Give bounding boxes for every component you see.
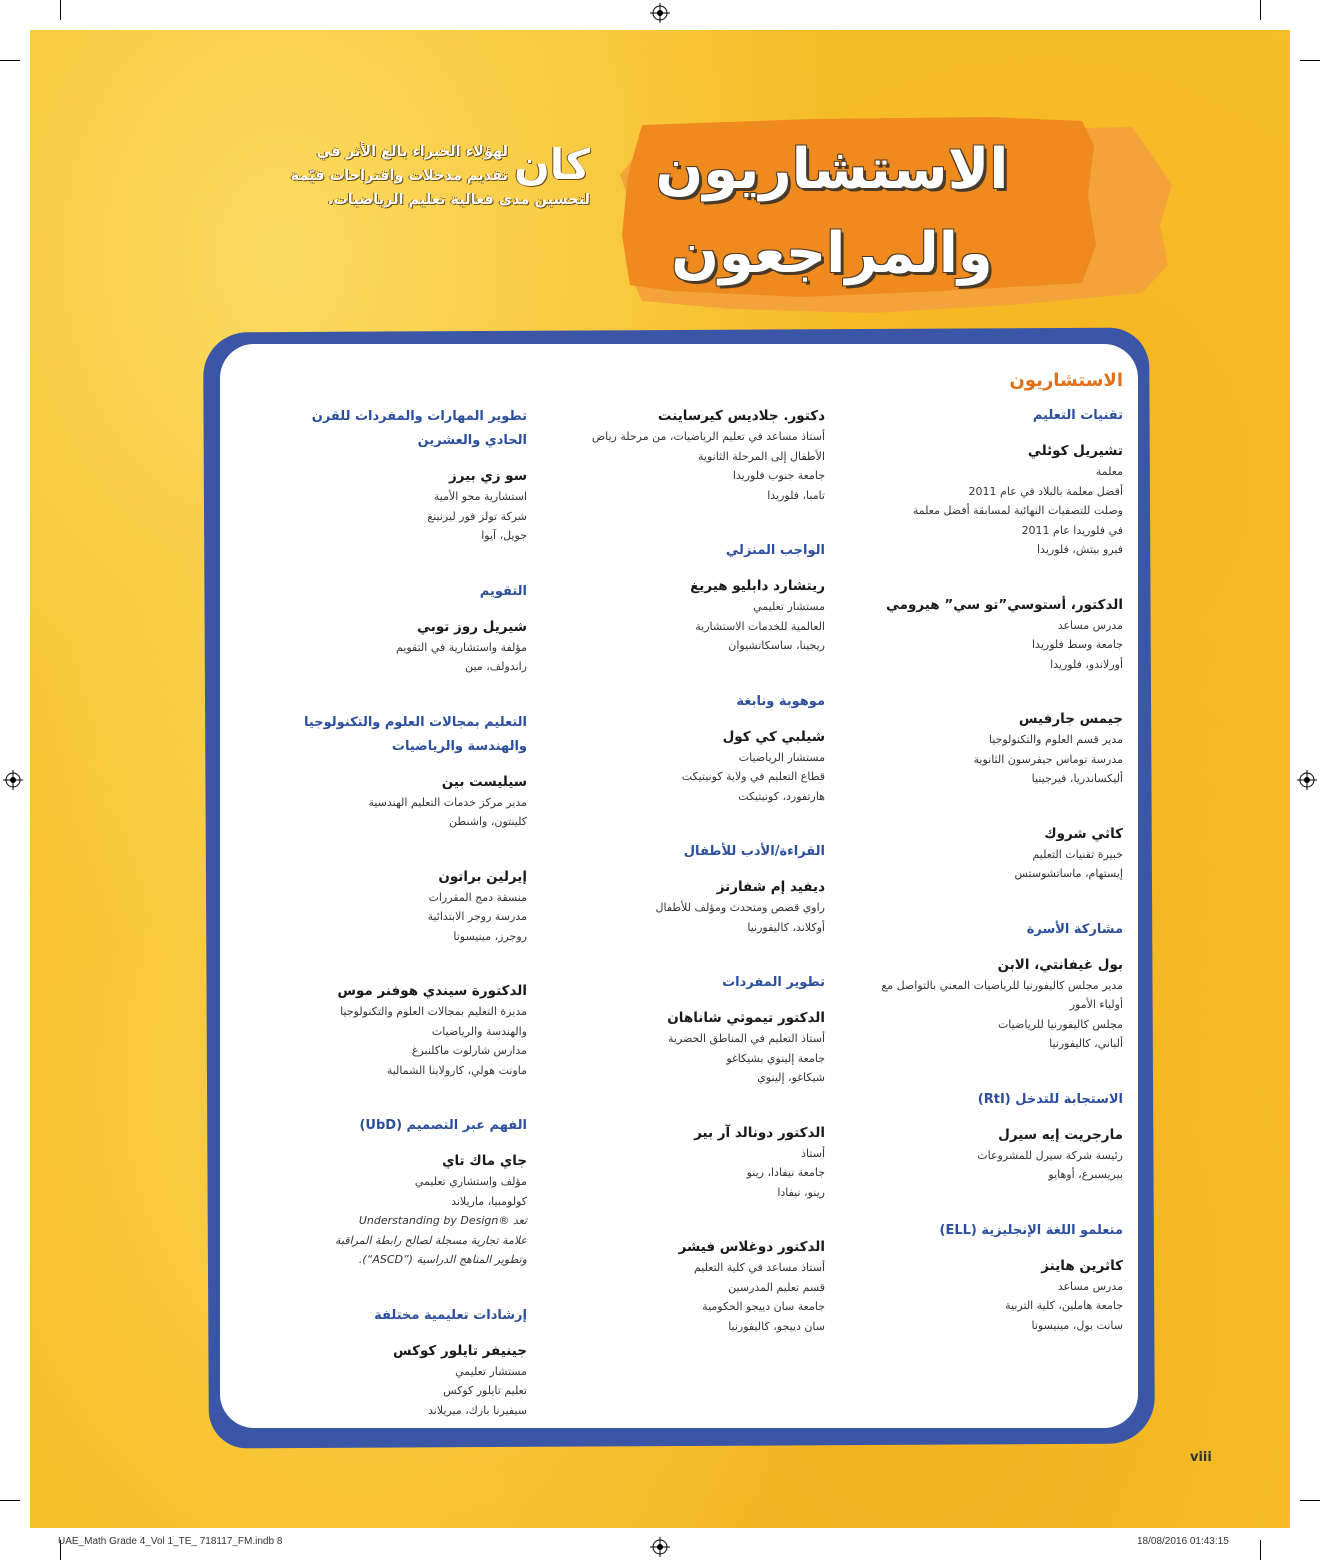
contributor-name: شيلبي كي كول	[722, 728, 825, 745]
contributor-entry	[565, 1122, 825, 1203]
section-heading: الاستشاريون	[1009, 370, 1123, 391]
contributor-detail: معلمة	[1095, 465, 1123, 478]
crop-mark	[1300, 60, 1320, 61]
registration-mark-icon	[1297, 770, 1317, 790]
contributor-detail: جامعة جنوب فلوريدا	[732, 469, 825, 482]
trademark-note: تعد ®Understanding by Design	[358, 1214, 527, 1227]
contributor-entry	[565, 575, 825, 656]
contributor-detail: مدرس مساعد	[1057, 1279, 1123, 1293]
contributor-detail: سيفيرنا بارك، ميريلاند	[428, 1403, 527, 1417]
column-middle	[565, 405, 825, 1370]
category-heading: الفهم عبر التصميم (UbD)	[359, 1118, 527, 1133]
contributor-name: كاثرين هاينز	[1041, 1257, 1123, 1274]
contributor-name: تشيريل كوئلي	[1027, 443, 1123, 459]
crop-mark	[0, 60, 20, 61]
contributor-detail: راوي قصص ومتحدث ومؤلف للأطفال	[655, 901, 825, 914]
contributor-name: الدكتورة سيندي هوفنر موس	[337, 983, 527, 999]
contributor-detail: قسم تعليم المدرسين	[728, 1280, 825, 1294]
contributor-name: ريتشارد دابليو هيريغ	[690, 578, 825, 594]
contributor-detail: رئيسة شركة سيرل للمشروعات	[977, 1148, 1123, 1162]
contributor-detail: مدير مجلس كاليفورنيا للرياضيات المعني بالتواصل مع	[881, 978, 1123, 992]
contributor-detail: مستشار تعليمي	[455, 1364, 527, 1378]
contributor-detail: وصلت للتصفيات النهائية لمسابقة أفضل معلمة	[912, 504, 1123, 517]
title-line-1: الاستشاريون	[655, 137, 1009, 202]
contributor-detail: هارتفورد، كونيتيكت	[738, 789, 825, 803]
contributor-detail: كولومبيا، ماريلاند	[451, 1194, 527, 1208]
contributor-entry	[565, 726, 825, 807]
registration-mark-icon	[3, 770, 23, 790]
contributor-detail: ريجينا، ساسكاتشيوان	[728, 639, 825, 652]
contributor-entry	[853, 1255, 1123, 1336]
contributor-detail: مدرسة توماس جيفرسون الثانوية	[973, 752, 1123, 766]
contributor-entry	[292, 771, 527, 832]
contributor-detail: مدرس مساعد	[1057, 618, 1123, 632]
contributor-detail: مدير قسم العلوم والتكنولوجيا	[988, 733, 1123, 746]
contributor-name: شيريل روز توبي	[417, 618, 527, 635]
crop-mark	[0, 1500, 20, 1501]
contributor-detail: في فلوريدا عام 2011	[1021, 523, 1123, 537]
contributor-entry	[292, 616, 527, 677]
column-left	[292, 405, 527, 1454]
contributor-detail: خبيرة تقنيات التعليم	[1032, 847, 1123, 861]
contributor-name: دكتور. جلاديس كيرساينت	[657, 408, 825, 424]
contributor-detail: ألباني، كاليفورنيا	[1049, 1037, 1123, 1050]
contributor-entry	[292, 980, 527, 1080]
contributor-entry	[853, 954, 1123, 1054]
crop-mark	[1260, 0, 1261, 20]
contributor-detail: أستاذ مساعد في تعليم الرياضيات، من مرحلة رياض	[591, 430, 825, 443]
contributor-detail: قطاع التعليم في ولاية كونيتيكت	[681, 770, 825, 783]
contributor-name: بول غيفانتي، الابن	[997, 956, 1123, 973]
contributor-detail: مجلس كاليفورنيا للرياضيات	[997, 1017, 1123, 1031]
contributor-name: جاي ماك تاي	[442, 1153, 527, 1169]
contributor-name: مارجريت إيه سيرل	[998, 1126, 1123, 1143]
contributor-entry	[853, 708, 1123, 789]
contributor-detail: شيكاغو، إلينوي	[757, 1071, 825, 1084]
contributor-detail: والهندسة والرياضيات	[431, 1024, 527, 1038]
contributor-entry	[292, 1340, 527, 1421]
contributor-entry	[292, 1150, 527, 1270]
category-heading: القراءة/الأدب للأطفال	[683, 844, 825, 859]
contributor-detail: جويل، آيوا	[481, 529, 527, 542]
contributor-detail: مديرة التعليم بمجالات العلوم والتكنولوجيا	[340, 1005, 527, 1018]
category-heading: إرشادات تعليمية مختلفة	[374, 1307, 527, 1323]
contributor-detail: أفضل معلمة بالبلاد في عام 2011	[968, 484, 1123, 498]
contributor-name: الدكتور دونالد آر بير	[694, 1124, 825, 1141]
contributor-entry	[565, 1236, 825, 1336]
contributor-detail: جامعة سان دييجو الحكومية	[702, 1300, 825, 1313]
contributor-detail: روجرز، مينيسوتا	[453, 929, 527, 943]
contributor-name: الدكتور، أستوسي”تو سي” هيرومي	[885, 596, 1123, 613]
intro-text	[290, 140, 590, 212]
contributor-entry	[565, 405, 825, 505]
contributor-detail: مدارس شارلوت ماكلنبرغ	[411, 1044, 527, 1057]
contributor-name: إيرلين براتون	[438, 868, 527, 885]
contributor-detail: تامبا، فلوريدا	[767, 488, 825, 502]
crop-mark	[1300, 1500, 1320, 1501]
contributor-detail: راندولف، مين	[465, 660, 527, 673]
contributor-detail: أورلاندو، فلوريدا	[1050, 657, 1123, 671]
contributor-detail: أستاذ التعليم في المناطق الحضرية	[667, 1032, 825, 1045]
category-heading: الواجب المنزلي	[725, 543, 825, 558]
contributor-detail: بيريسبرغ، أوهايو	[1048, 1168, 1123, 1181]
contributor-name: جينيفر تايلور كوكس	[393, 1342, 527, 1359]
contributor-name: ديفيد إم شفارتز	[716, 879, 825, 895]
category-heading: مشاركة الأسرة	[1026, 921, 1123, 937]
contributor-detail: أوكلاند، كاليفورنيا	[747, 920, 825, 934]
page-number: viii	[1190, 1450, 1212, 1465]
contributor-detail: مستشار تعليمي	[753, 600, 825, 613]
print-timestamp: 18/08/2016 01:43:15	[1137, 1536, 1229, 1547]
category-heading: تطوير المهارات والمفردات للقرن الحادي والعشرين	[311, 409, 527, 448]
contributor-name: الدكتور تيموثي شاناهان	[667, 1010, 825, 1026]
contributor-detail: مستشار الرياضيات	[738, 750, 825, 764]
contributor-detail: إيستهام، ماساتشوستس	[1014, 867, 1123, 880]
contributor-detail: جامعة وسط فلوريدا	[1032, 638, 1123, 651]
contributor-detail: كلينتون، واشنطن	[449, 815, 527, 828]
contributor-detail: سان دييجو، كاليفورنيا	[728, 1319, 825, 1333]
intro-body: لهؤلاء الخبراء بالغ الأثر في تقديم مدخلات واقتراحات قيّمة لتحسين مدى فعالية تعليم الرياضيات.	[290, 144, 590, 208]
contributor-detail: أليكساندريا، فيرجينيا	[1031, 772, 1123, 785]
registration-mark-icon	[650, 3, 670, 23]
contributor-entry	[853, 594, 1123, 675]
contributor-detail: سانت بول، مينيسوتا	[1031, 1318, 1123, 1332]
title-line-2: والمراجعون	[671, 221, 993, 286]
contributor-entry	[565, 876, 825, 937]
contributor-name: سيليست بين	[441, 773, 527, 790]
contributor-name: سو زي بيرز	[448, 468, 527, 484]
contributor-detail: جامعة هاملين، كلية التربية	[1005, 1299, 1123, 1312]
contributor-detail: مؤلفة واستشارية في التقويم	[395, 640, 527, 654]
contributor-detail: تعليم تايلور كوكس	[443, 1384, 527, 1397]
contributor-detail: أستاذ مساعد في كلية التعليم	[693, 1261, 825, 1274]
contributor-detail: أستاذ	[801, 1146, 825, 1160]
category-heading: الاستجابة للتدخل (RtI)	[977, 1091, 1123, 1107]
page-title	[612, 128, 1052, 296]
contributor-detail: الأطفال إلى المرحلة الثانوية	[697, 449, 825, 463]
category-heading: تقنيات التعليم	[1032, 408, 1123, 423]
registration-mark-icon	[650, 1537, 670, 1557]
contributor-detail: أولياء الأمور	[1069, 998, 1123, 1011]
contributor-detail: مدرسة روجر الابتدائية	[427, 910, 527, 923]
file-slug: UAE_Math Grade 4_Vol 1_TE_ 718117_FM.indb 8	[58, 1536, 283, 1547]
category-heading: التعليم بمجالات العلوم والتكنولوجيا والهندسة والرياضيات	[304, 714, 527, 754]
contributor-entry	[292, 866, 527, 947]
contributor-detail: شركة تولز فور ليرنينغ	[427, 509, 527, 523]
contributor-name: كاثي شروك	[1044, 825, 1123, 842]
contributor-name: الدكتور دوغلاس فيشر	[678, 1239, 825, 1255]
contributor-detail: منسقة دمج المقررات	[428, 890, 527, 904]
contributor-entry	[292, 465, 527, 546]
category-heading: التقويم	[479, 583, 527, 599]
column-right	[853, 368, 1123, 1369]
crop-mark	[60, 0, 61, 20]
contributor-detail: مؤلف واستشاري تعليمي	[414, 1175, 527, 1188]
contributor-entry	[853, 1124, 1123, 1185]
trademark-note: علامة تجارية مسجلة لصالح رابطة المراقبة	[335, 1233, 527, 1247]
contributor-detail: جامعة نيفادا، رينو	[746, 1166, 825, 1179]
intro-drop-word: كان	[513, 140, 590, 189]
contributor-entry	[853, 440, 1123, 560]
contributor-entry	[853, 823, 1123, 884]
category-heading: تطوير المفردات	[722, 975, 825, 990]
contributor-detail: مدير مركز خدمات التعليم الهندسية	[368, 795, 527, 809]
contributor-detail: استشارية محو الأمية	[433, 490, 527, 503]
contributor-name: جيمس جارفيس	[1018, 711, 1123, 727]
category-heading: موهوبة ونابغة	[736, 693, 825, 709]
contributor-detail: رينو، نيفادا	[777, 1185, 825, 1199]
contributor-detail: العالمية للخدمات الاستشارية	[695, 619, 825, 633]
contributor-detail: ماونت هولي، كارولاينا الشمالية	[386, 1063, 527, 1077]
trademark-note: وتطوير المناهج الدراسية (”ASCD“).	[358, 1253, 527, 1266]
category-heading: متعلمو اللغة الإنجليزية (ELL)	[939, 1222, 1123, 1238]
contributor-detail: جامعة إلينوي بشيكاغو	[726, 1051, 825, 1065]
crop-mark	[1260, 1540, 1261, 1560]
contributor-entry	[565, 1007, 825, 1088]
contributor-detail: فيرو بيتش، فلوريدا	[1036, 543, 1123, 556]
